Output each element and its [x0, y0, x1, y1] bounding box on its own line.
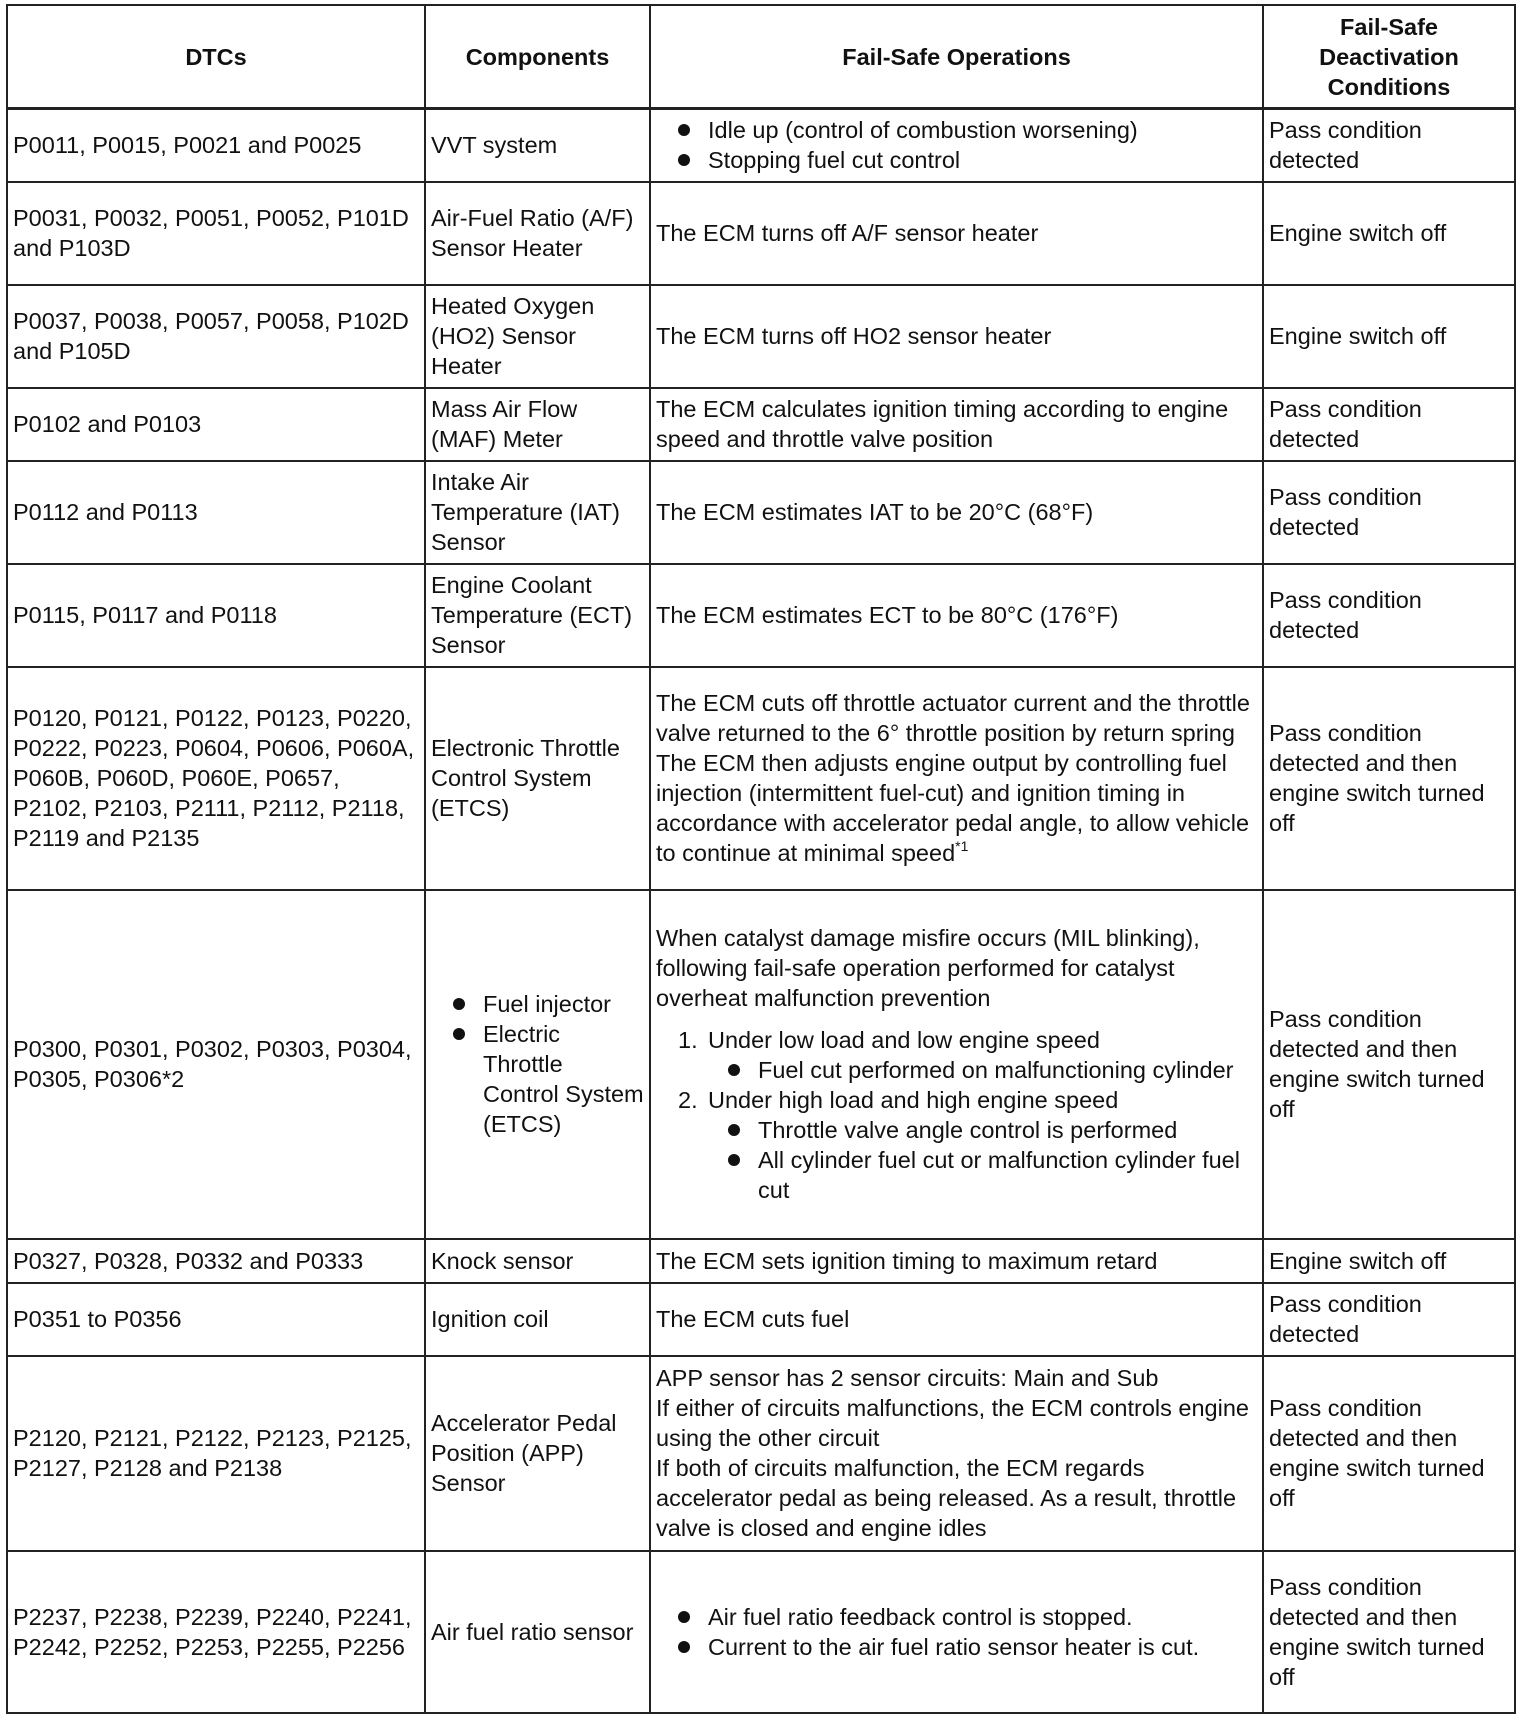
deactivation-cell: Pass condition detected — [1263, 1283, 1515, 1356]
fail-safe-table — [6, 4, 1516, 1714]
dtc-cell: P0112 and P0113 — [7, 461, 425, 564]
operation-paragraph — [656, 748, 1257, 868]
deactivation-cell: Pass condition detected and then engine switch turned off — [1263, 1551, 1515, 1713]
component-cell: Engine Coolant Temperature (ECT) Sensor — [425, 564, 650, 667]
dtc-cell: P2237, P2238, P2239, P2240, P2241, P2242, P2252, P2253, P2255, P2256 — [7, 1551, 425, 1713]
footnote-mark: *1 — [955, 838, 969, 854]
operation-paragraph: If either of circuits malfunctions, the ECM controls engine using the other circuit — [656, 1395, 1249, 1451]
table-row — [7, 1283, 1515, 1356]
deactivation-cell: Pass condition detected and then engine switch turned off — [1263, 890, 1515, 1239]
table-row — [7, 564, 1515, 667]
operation-text: The ECM then adjusts engine output by controlling fuel injection (intermittent fuel-cut) and ignition timing in accordance with accelerator pedal angle, to allow vehicle to continue at minimal speed — [656, 750, 1250, 866]
operation-bullet-list — [656, 1602, 1257, 1662]
table-row — [7, 461, 1515, 564]
component-cell: Accelerator Pedal Position (APP) Sensor — [425, 1356, 650, 1551]
deactivation-cell: Pass condition detected and then engine switch turned off — [1263, 1356, 1515, 1551]
operation-steps — [656, 1025, 1257, 1205]
dtc-cell: P0031, P0032, P0051, P0052, P101D and P103D — [7, 182, 425, 285]
deactivation-cell: Pass condition detected — [1263, 461, 1515, 564]
list-item: Stopping fuel cut control — [678, 145, 1257, 175]
dtc-cell: P0327, P0328, P0332 and P0333 — [7, 1239, 425, 1283]
list-item — [678, 1025, 1257, 1085]
dtc-cell: P0037, P0038, P0057, P0058, P102D and P105D — [7, 285, 425, 388]
component-cell: Heated Oxygen (HO2) Sensor Heater — [425, 285, 650, 388]
step-bullets — [708, 1055, 1257, 1085]
header-row — [7, 5, 1515, 109]
operation-cell: The ECM turns off A/F sensor heater — [650, 182, 1263, 285]
list-item: Air fuel ratio feedback control is stopped. — [678, 1602, 1257, 1632]
operation-paragraph: The ECM cuts off throttle actuator current and the throttle valve returned to the 6° throttle position by return spring — [656, 690, 1250, 746]
component-cell: Mass Air Flow (MAF) Meter — [425, 388, 650, 461]
operation-cell: The ECM turns off HO2 sensor heater — [650, 285, 1263, 388]
table-row — [7, 1551, 1515, 1713]
list-item: Fuel cut performed on malfunctioning cylinder — [728, 1055, 1257, 1085]
dtc-cell: P0300, P0301, P0302, P0303, P0304, P0305, P0306*2 — [7, 890, 425, 1239]
header-operations: Fail-Safe Operations — [650, 5, 1263, 109]
component-bullet-list — [431, 989, 644, 1139]
table-row — [7, 182, 1515, 285]
header-dtcs: DTCs — [7, 5, 425, 109]
operation-cell: The ECM estimates ECT to be 80°C (176°F) — [650, 564, 1263, 667]
table-row — [7, 1239, 1515, 1283]
operation-paragraph: APP sensor has 2 sensor circuits: Main and Sub — [656, 1365, 1159, 1391]
component-cell: Ignition coil — [425, 1283, 650, 1356]
dtc-cell: P0351 to P0356 — [7, 1283, 425, 1356]
list-item: Electric Throttle Control System (ETCS) — [453, 1019, 644, 1139]
table-row — [7, 388, 1515, 461]
table-row — [7, 890, 1515, 1239]
operation-paragraph: If both of circuits malfunction, the ECM regards accelerator pedal as being released. As a result, throttle valve is closed and engine idles — [656, 1455, 1237, 1541]
operation-cell — [650, 890, 1263, 1239]
step-bullets — [708, 1115, 1257, 1205]
operation-cell: The ECM cuts fuel — [650, 1283, 1263, 1356]
component-cell: Electronic Throttle Control System (ETCS) — [425, 667, 650, 890]
list-item: Current to the air fuel ratio sensor heater is cut. — [678, 1632, 1257, 1662]
component-cell: Air-Fuel Ratio (A/F) Sensor Heater — [425, 182, 650, 285]
operation-bullet-list — [656, 115, 1257, 175]
step-text: Under high load and high engine speed — [708, 1087, 1119, 1113]
operation-intro: When catalyst damage misfire occurs (MIL blinking), following fail-safe operation performed for catalyst overheat malfunction prevention — [656, 925, 1200, 1011]
component-cell: Air fuel ratio sensor — [425, 1551, 650, 1713]
operation-cell — [650, 1356, 1263, 1551]
deactivation-cell: Engine switch off — [1263, 1239, 1515, 1283]
deactivation-cell: Engine switch off — [1263, 182, 1515, 285]
operation-cell: The ECM sets ignition timing to maximum retard — [650, 1239, 1263, 1283]
component-cell: Knock sensor — [425, 1239, 650, 1283]
list-item: Fuel injector — [453, 989, 644, 1019]
list-item: All cylinder fuel cut or malfunction cylinder fuel cut — [728, 1145, 1257, 1205]
operation-cell — [650, 1551, 1263, 1713]
header-deactivation: Fail-Safe Deactivation Conditions — [1263, 5, 1515, 109]
component-cell: VVT system — [425, 109, 650, 182]
table-row — [7, 1356, 1515, 1551]
dtc-cell: P0115, P0117 and P0118 — [7, 564, 425, 667]
deactivation-cell: Pass condition detected and then engine switch turned off — [1263, 667, 1515, 890]
list-item: Throttle valve angle control is performed — [728, 1115, 1257, 1145]
list-item — [678, 1085, 1257, 1205]
step-number: 2. — [678, 1087, 698, 1113]
deactivation-cell: Pass condition detected — [1263, 109, 1515, 182]
operation-cell — [650, 667, 1263, 890]
operation-cell: The ECM estimates IAT to be 20°C (68°F) — [650, 461, 1263, 564]
component-cell: Intake Air Temperature (IAT) Sensor — [425, 461, 650, 564]
header-components: Components — [425, 5, 650, 109]
table-row — [7, 285, 1515, 388]
table-row — [7, 109, 1515, 182]
dtc-cell: P0120, P0121, P0122, P0123, P0220, P0222, P0223, P0604, P0606, P060A, P060B, P060D, P060E, P0657, P2102, P2103, P2111, P2112, P2118, P2119 and P2135 — [7, 667, 425, 890]
step-text: Under low load and low engine speed — [708, 1027, 1100, 1053]
dtc-cell: P0011, P0015, P0021 and P0025 — [7, 109, 425, 182]
deactivation-cell: Engine switch off — [1263, 285, 1515, 388]
operation-cell — [650, 109, 1263, 182]
dtc-cell: P2120, P2121, P2122, P2123, P2125, P2127, P2128 and P2138 — [7, 1356, 425, 1551]
dtc-cell: P0102 and P0103 — [7, 388, 425, 461]
operation-cell: The ECM calculates ignition timing according to engine speed and throttle valve position — [650, 388, 1263, 461]
page — [6, 4, 1514, 1714]
deactivation-cell: Pass condition detected — [1263, 564, 1515, 667]
step-number: 1. — [678, 1027, 698, 1053]
component-cell — [425, 890, 650, 1239]
list-item: Idle up (control of combustion worsening) — [678, 115, 1257, 145]
deactivation-cell: Pass condition detected — [1263, 388, 1515, 461]
table-row — [7, 667, 1515, 890]
